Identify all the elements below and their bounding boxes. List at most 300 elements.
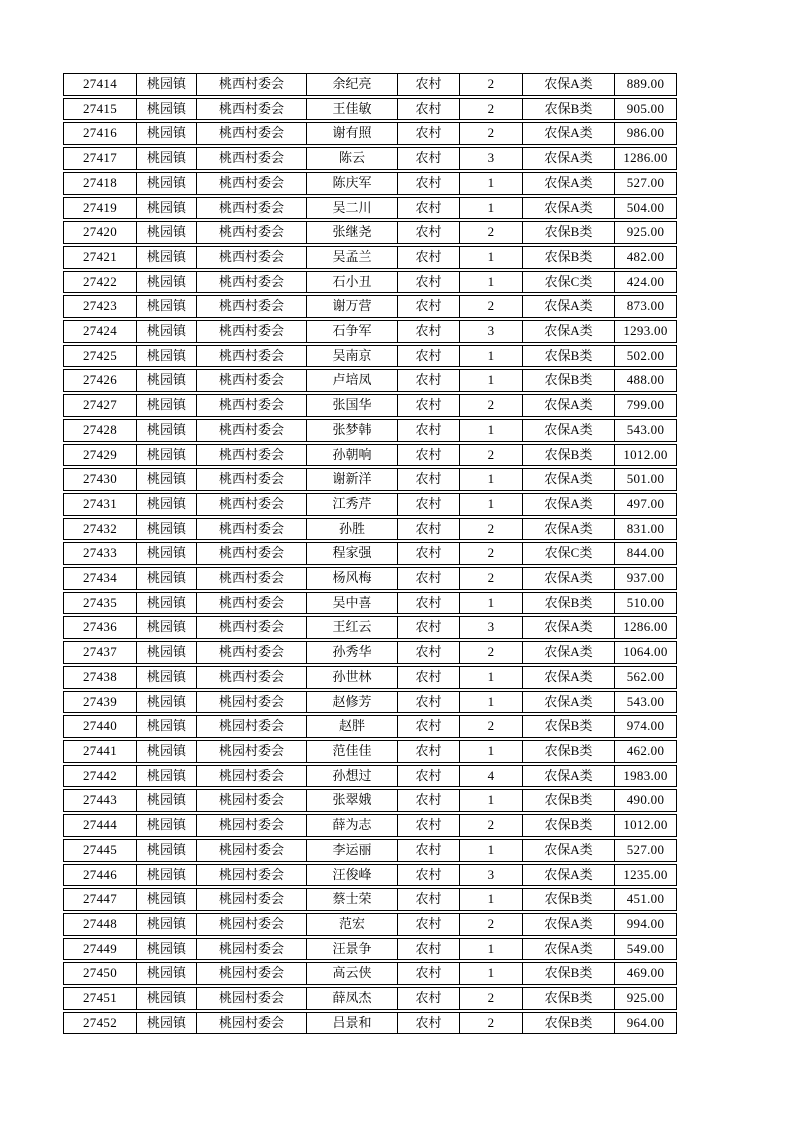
table-row [63,666,677,689]
town-cell: 桃园镇 [137,320,197,343]
village-committee-cell: 桃西村委会 [197,271,307,294]
person-name-cell: 孙想过 [307,765,398,788]
person-name-cell: 王佳敏 [307,98,398,121]
table-row [63,172,677,195]
household-count-cell: 2 [460,987,523,1010]
table-row [63,345,677,368]
table-body [63,73,677,1034]
insurance-category-cell: 农保A类 [523,73,615,96]
person-name-cell: 赵胖 [307,715,398,738]
town-cell: 桃园镇 [137,987,197,1010]
residence-type-cell: 农村 [398,616,460,639]
record-id-cell: 27442 [63,765,137,788]
table-row [63,542,677,565]
record-id-cell: 27434 [63,567,137,590]
village-committee-cell: 桃西村委会 [197,172,307,195]
person-name-cell: 张继尧 [307,221,398,244]
household-count-cell: 1 [460,345,523,368]
town-cell: 桃园镇 [137,122,197,145]
town-cell: 桃园镇 [137,444,197,467]
amount-cell: 488.00 [615,369,677,392]
amount-cell: 1286.00 [615,616,677,639]
record-id-cell: 27451 [63,987,137,1010]
village-committee-cell: 桃西村委会 [197,542,307,565]
town-cell: 桃园镇 [137,221,197,244]
household-count-cell: 2 [460,814,523,837]
record-id-cell: 27447 [63,888,137,911]
amount-cell: 462.00 [615,740,677,763]
town-cell: 桃园镇 [137,691,197,714]
record-id-cell: 27416 [63,122,137,145]
household-count-cell: 4 [460,765,523,788]
record-id-cell: 27428 [63,419,137,442]
record-id-cell: 27417 [63,147,137,170]
household-count-cell: 1 [460,962,523,985]
town-cell: 桃园镇 [137,246,197,269]
amount-cell: 482.00 [615,246,677,269]
table-row [63,987,677,1010]
residence-type-cell: 农村 [398,839,460,862]
village-committee-cell: 桃西村委会 [197,147,307,170]
record-id-cell: 27418 [63,172,137,195]
amount-cell: 1012.00 [615,814,677,837]
town-cell: 桃园镇 [137,542,197,565]
household-count-cell: 2 [460,518,523,541]
record-id-cell: 27443 [63,789,137,812]
table-row [63,715,677,738]
person-name-cell: 石小丑 [307,271,398,294]
amount-cell: 501.00 [615,468,677,491]
person-name-cell: 吕景和 [307,1012,398,1035]
amount-cell: 1293.00 [615,320,677,343]
residence-type-cell: 农村 [398,394,460,417]
town-cell: 桃园镇 [137,938,197,961]
person-name-cell: 孙秀华 [307,641,398,664]
residence-type-cell: 农村 [398,73,460,96]
person-name-cell: 谢有照 [307,122,398,145]
village-committee-cell: 桃园村委会 [197,789,307,812]
town-cell: 桃园镇 [137,345,197,368]
person-name-cell: 石争军 [307,320,398,343]
residence-type-cell: 农村 [398,197,460,220]
town-cell: 桃园镇 [137,592,197,615]
amount-cell: 937.00 [615,567,677,590]
person-name-cell: 汪景争 [307,938,398,961]
person-name-cell: 蔡士荣 [307,888,398,911]
record-id-cell: 27436 [63,616,137,639]
insurance-category-cell: 农保B类 [523,444,615,467]
amount-cell: 1012.00 [615,444,677,467]
record-id-cell: 27425 [63,345,137,368]
amount-cell: 424.00 [615,271,677,294]
residence-type-cell: 农村 [398,938,460,961]
village-committee-cell: 桃西村委会 [197,444,307,467]
record-id-cell: 27438 [63,666,137,689]
table-row [63,369,677,392]
amount-cell: 889.00 [615,73,677,96]
insurance-category-cell: 农保B类 [523,592,615,615]
amount-cell: 549.00 [615,938,677,961]
household-count-cell: 3 [460,616,523,639]
household-count-cell: 1 [460,888,523,911]
record-id-cell: 27433 [63,542,137,565]
insurance-category-cell: 农保A类 [523,641,615,664]
insurance-category-cell: 农保B类 [523,987,615,1010]
household-count-cell: 1 [460,493,523,516]
residence-type-cell: 农村 [398,666,460,689]
residence-type-cell: 农村 [398,369,460,392]
residence-type-cell: 农村 [398,691,460,714]
person-name-cell: 张国华 [307,394,398,417]
record-id-cell: 27423 [63,295,137,318]
insurance-category-cell: 农保A类 [523,147,615,170]
village-committee-cell: 桃园村委会 [197,938,307,961]
amount-cell: 1064.00 [615,641,677,664]
amount-cell: 844.00 [615,542,677,565]
table-row [63,468,677,491]
insurance-category-cell: 农保A类 [523,468,615,491]
person-name-cell: 程家强 [307,542,398,565]
record-id-cell: 27440 [63,715,137,738]
household-count-cell: 2 [460,444,523,467]
table-row [63,122,677,145]
record-id-cell: 27449 [63,938,137,961]
town-cell: 桃园镇 [137,913,197,936]
amount-cell: 1286.00 [615,147,677,170]
record-id-cell: 27450 [63,962,137,985]
village-committee-cell: 桃园村委会 [197,839,307,862]
insurance-category-cell: 农保C类 [523,271,615,294]
household-count-cell: 3 [460,320,523,343]
table-row [63,493,677,516]
person-name-cell: 张翠娥 [307,789,398,812]
household-count-cell: 1 [460,197,523,220]
table-row [63,814,677,837]
table-row [63,913,677,936]
table-row [63,1012,677,1035]
household-count-cell: 1 [460,246,523,269]
insurance-category-cell: 农保B类 [523,98,615,121]
residence-type-cell: 农村 [398,246,460,269]
residence-type-cell: 农村 [398,913,460,936]
amount-cell: 510.00 [615,592,677,615]
table-row [63,295,677,318]
village-committee-cell: 桃园村委会 [197,888,307,911]
person-name-cell: 陈云 [307,147,398,170]
amount-cell: 986.00 [615,122,677,145]
town-cell: 桃园镇 [137,641,197,664]
village-committee-cell: 桃西村委会 [197,592,307,615]
residence-type-cell: 农村 [398,641,460,664]
table-row [63,616,677,639]
person-name-cell: 陈庆军 [307,172,398,195]
residence-type-cell: 农村 [398,864,460,887]
insurance-category-cell: 农保A类 [523,295,615,318]
record-id-cell: 27446 [63,864,137,887]
amount-cell: 831.00 [615,518,677,541]
household-count-cell: 1 [460,419,523,442]
village-committee-cell: 桃西村委会 [197,641,307,664]
residence-type-cell: 农村 [398,715,460,738]
town-cell: 桃园镇 [137,73,197,96]
town-cell: 桃园镇 [137,271,197,294]
amount-cell: 1983.00 [615,765,677,788]
residence-type-cell: 农村 [398,542,460,565]
amount-cell: 994.00 [615,913,677,936]
person-name-cell: 江秀芹 [307,493,398,516]
town-cell: 桃园镇 [137,295,197,318]
insurance-category-cell: 农保A类 [523,938,615,961]
insurance-category-cell: 农保A类 [523,864,615,887]
person-name-cell: 杨风梅 [307,567,398,590]
residence-type-cell: 农村 [398,765,460,788]
residence-type-cell: 农村 [398,493,460,516]
person-name-cell: 吴中喜 [307,592,398,615]
residence-type-cell: 农村 [398,987,460,1010]
record-id-cell: 27419 [63,197,137,220]
residence-type-cell: 农村 [398,814,460,837]
household-count-cell: 2 [460,542,523,565]
insurance-category-cell: 农保A类 [523,122,615,145]
record-id-cell: 27435 [63,592,137,615]
table-row [63,592,677,615]
record-id-cell: 27439 [63,691,137,714]
amount-cell: 497.00 [615,493,677,516]
person-name-cell: 薛凤杰 [307,987,398,1010]
household-count-cell: 1 [460,468,523,491]
residence-type-cell: 农村 [398,122,460,145]
village-committee-cell: 桃西村委会 [197,122,307,145]
town-cell: 桃园镇 [137,197,197,220]
amount-cell: 527.00 [615,172,677,195]
village-committee-cell: 桃西村委会 [197,616,307,639]
amount-cell: 562.00 [615,666,677,689]
person-name-cell: 吴南京 [307,345,398,368]
amount-cell: 504.00 [615,197,677,220]
table-row [63,864,677,887]
residence-type-cell: 农村 [398,962,460,985]
amount-cell: 451.00 [615,888,677,911]
village-committee-cell: 桃西村委会 [197,468,307,491]
amount-cell: 543.00 [615,419,677,442]
amount-cell: 490.00 [615,789,677,812]
person-name-cell: 孙朝响 [307,444,398,467]
household-count-cell: 2 [460,1012,523,1035]
person-name-cell: 孙胜 [307,518,398,541]
town-cell: 桃园镇 [137,394,197,417]
town-cell: 桃园镇 [137,518,197,541]
residence-type-cell: 农村 [398,567,460,590]
residence-type-cell: 农村 [398,419,460,442]
insurance-category-cell: 农保A类 [523,839,615,862]
record-id-cell: 27448 [63,913,137,936]
person-name-cell: 赵修芳 [307,691,398,714]
town-cell: 桃园镇 [137,864,197,887]
village-committee-cell: 桃园村委会 [197,987,307,1010]
household-count-cell: 2 [460,98,523,121]
insurance-category-cell: 农保A类 [523,765,615,788]
amount-cell: 502.00 [615,345,677,368]
table-row [63,444,677,467]
table-row [63,221,677,244]
insurance-category-cell: 农保B类 [523,246,615,269]
record-id-cell: 27414 [63,73,137,96]
insurance-category-cell: 农保B类 [523,369,615,392]
village-committee-cell: 桃西村委会 [197,98,307,121]
household-count-cell: 3 [460,864,523,887]
household-count-cell: 1 [460,271,523,294]
insurance-category-cell: 农保B类 [523,715,615,738]
household-count-cell: 2 [460,567,523,590]
person-name-cell: 王红云 [307,616,398,639]
town-cell: 桃园镇 [137,98,197,121]
insurance-category-cell: 农保B类 [523,740,615,763]
amount-cell: 964.00 [615,1012,677,1035]
insurance-category-cell: 农保A类 [523,691,615,714]
residence-type-cell: 农村 [398,444,460,467]
residence-type-cell: 农村 [398,789,460,812]
insurance-category-cell: 农保B类 [523,814,615,837]
village-committee-cell: 桃园村委会 [197,814,307,837]
record-id-cell: 27420 [63,221,137,244]
table-row [63,394,677,417]
household-count-cell: 2 [460,122,523,145]
residence-type-cell: 农村 [398,1012,460,1035]
village-committee-cell: 桃园村委会 [197,691,307,714]
insurance-category-cell: 农保A类 [523,394,615,417]
amount-cell: 543.00 [615,691,677,714]
record-id-cell: 27445 [63,839,137,862]
town-cell: 桃园镇 [137,715,197,738]
village-committee-cell: 桃园村委会 [197,1012,307,1035]
household-count-cell: 1 [460,789,523,812]
village-committee-cell: 桃园村委会 [197,715,307,738]
household-count-cell: 2 [460,913,523,936]
person-name-cell: 范佳佳 [307,740,398,763]
residence-type-cell: 农村 [398,271,460,294]
village-committee-cell: 桃园村委会 [197,962,307,985]
record-id-cell: 27426 [63,369,137,392]
person-name-cell: 卢培凤 [307,369,398,392]
record-id-cell: 27441 [63,740,137,763]
insurance-category-cell: 农保A类 [523,419,615,442]
insurance-category-cell: 农保A类 [523,913,615,936]
household-count-cell: 1 [460,691,523,714]
insurance-category-cell: 农保A类 [523,518,615,541]
residence-type-cell: 农村 [398,740,460,763]
record-id-cell: 27437 [63,641,137,664]
amount-cell: 799.00 [615,394,677,417]
village-committee-cell: 桃西村委会 [197,493,307,516]
insurance-category-cell: 农保B类 [523,221,615,244]
town-cell: 桃园镇 [137,666,197,689]
insurance-category-cell: 农保B类 [523,789,615,812]
person-name-cell: 汪俊峰 [307,864,398,887]
amount-cell: 1235.00 [615,864,677,887]
table-row [63,73,677,96]
town-cell: 桃园镇 [137,962,197,985]
person-name-cell: 余纪亮 [307,73,398,96]
person-name-cell: 谢新洋 [307,468,398,491]
person-name-cell: 吴二川 [307,197,398,220]
record-id-cell: 27429 [63,444,137,467]
insurance-category-cell: 农保A类 [523,197,615,220]
table-row [63,962,677,985]
record-id-cell: 27415 [63,98,137,121]
amount-cell: 974.00 [615,715,677,738]
table-row [63,765,677,788]
table-row [63,641,677,664]
insurance-category-cell: 农保B类 [523,1012,615,1035]
household-count-cell: 2 [460,295,523,318]
insurance-category-cell: 农保A类 [523,666,615,689]
town-cell: 桃园镇 [137,765,197,788]
residence-type-cell: 农村 [398,320,460,343]
table-row [63,740,677,763]
village-committee-cell: 桃西村委会 [197,197,307,220]
town-cell: 桃园镇 [137,567,197,590]
residence-type-cell: 农村 [398,147,460,170]
person-name-cell: 孙世林 [307,666,398,689]
household-count-cell: 2 [460,221,523,244]
table-row [63,246,677,269]
village-committee-cell: 桃西村委会 [197,73,307,96]
household-count-cell: 1 [460,369,523,392]
household-count-cell: 1 [460,666,523,689]
residence-type-cell: 农村 [398,518,460,541]
household-count-cell: 1 [460,938,523,961]
household-count-cell: 3 [460,147,523,170]
town-cell: 桃园镇 [137,888,197,911]
amount-cell: 527.00 [615,839,677,862]
table-row [63,98,677,121]
amount-cell: 925.00 [615,987,677,1010]
village-committee-cell: 桃西村委会 [197,295,307,318]
table-row [63,147,677,170]
residence-type-cell: 农村 [398,468,460,491]
town-cell: 桃园镇 [137,147,197,170]
town-cell: 桃园镇 [137,616,197,639]
table-row [63,839,677,862]
village-committee-cell: 桃园村委会 [197,913,307,936]
village-committee-cell: 桃西村委会 [197,419,307,442]
town-cell: 桃园镇 [137,1012,197,1035]
amount-cell: 873.00 [615,295,677,318]
record-id-cell: 27432 [63,518,137,541]
table-row [63,567,677,590]
amount-cell: 469.00 [615,962,677,985]
village-committee-cell: 桃园村委会 [197,765,307,788]
insurance-category-cell: 农保A类 [523,567,615,590]
insurance-category-cell: 农保A类 [523,616,615,639]
residence-type-cell: 农村 [398,172,460,195]
record-id-cell: 27421 [63,246,137,269]
insurance-category-cell: 农保A类 [523,172,615,195]
person-name-cell: 高云侠 [307,962,398,985]
residence-type-cell: 农村 [398,295,460,318]
table-row [63,320,677,343]
person-name-cell: 吴孟兰 [307,246,398,269]
table-row [63,938,677,961]
table-row [63,271,677,294]
residence-type-cell: 农村 [398,345,460,368]
village-committee-cell: 桃西村委会 [197,518,307,541]
record-id-cell: 27430 [63,468,137,491]
table-row [63,691,677,714]
insurance-category-cell: 农保B类 [523,345,615,368]
town-cell: 桃园镇 [137,419,197,442]
person-name-cell: 谢万营 [307,295,398,318]
